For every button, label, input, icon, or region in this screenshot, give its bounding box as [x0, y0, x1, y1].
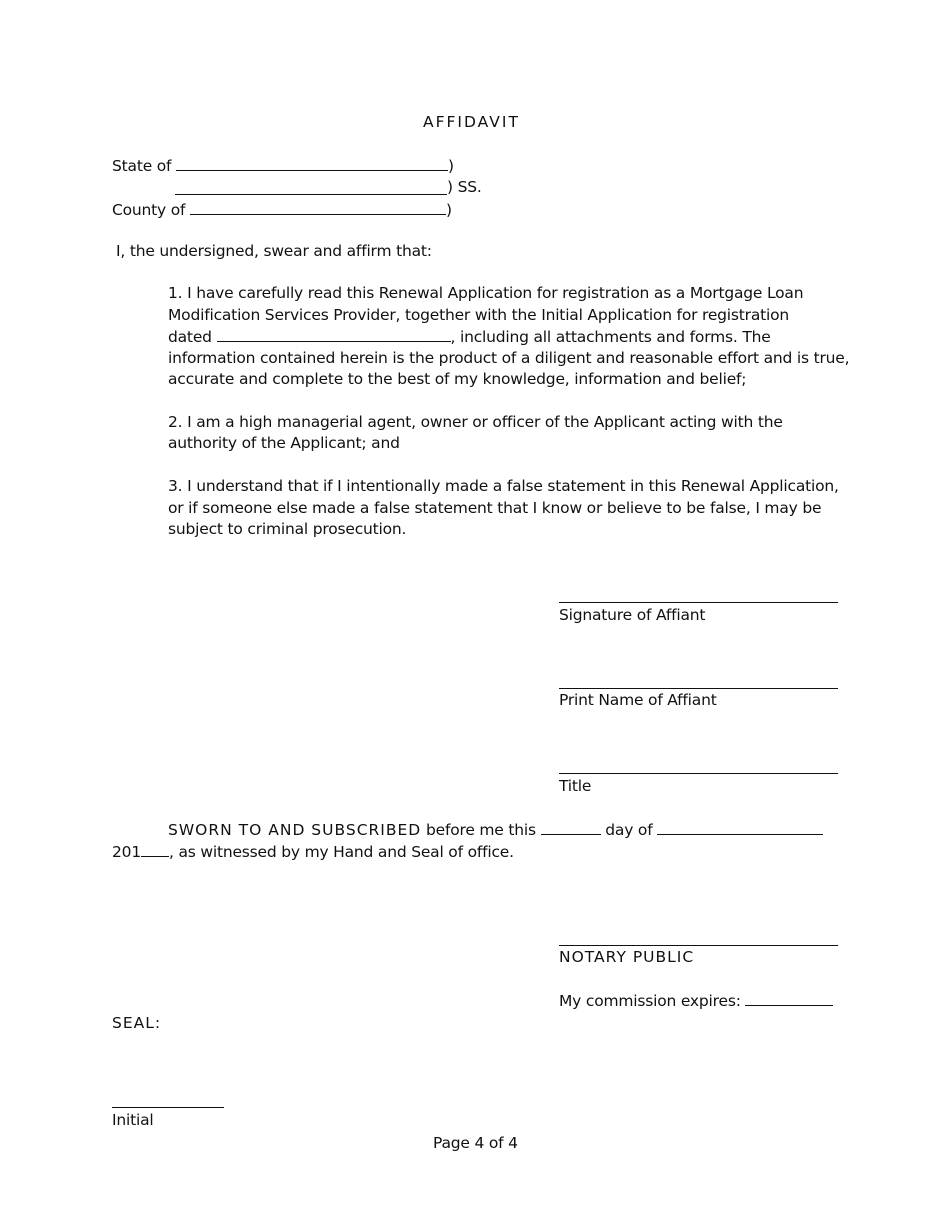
notary-label: NOTARY PUBLIC [559, 948, 695, 966]
jurat-witness: , as witnessed by my Hand and Seal of office. [169, 843, 514, 861]
state-label: State of [112, 157, 172, 175]
initial-label: Initial [112, 1111, 154, 1129]
commission-field[interactable] [745, 990, 833, 1006]
jurat-line1 [168, 819, 823, 840]
seal-label: SEAL: [112, 1014, 162, 1032]
jurat-day-of: day of [605, 821, 653, 839]
item1-line4: information contained herein is the product of a diligent and reasonable effort and is true, [168, 349, 850, 367]
dated-label: dated [168, 328, 212, 346]
item1-line2: Modification Services Provider, together with the Initial Application for registration [168, 306, 790, 324]
print-name-label: Print Name of Affiant [559, 691, 717, 709]
item3-line2: or if someone else made a false statement that I know or believe to be false, I may be [168, 499, 822, 517]
initial-line[interactable] [112, 1107, 224, 1108]
ss-label: ) SS. [447, 178, 482, 196]
jurat-line2 [112, 841, 514, 862]
signature-line[interactable] [559, 602, 838, 603]
month-field[interactable] [657, 819, 823, 835]
county-paren: ) [446, 201, 452, 219]
ss-underline [175, 194, 447, 195]
print-name-line[interactable] [559, 688, 838, 689]
item1-line3 [168, 326, 771, 347]
year-prefix: 201 [112, 843, 141, 861]
jurat-caps: SWORN TO AND SUBSCRIBED [168, 821, 422, 839]
state-line [112, 155, 454, 176]
document-title: AFFIDAVIT [423, 113, 520, 131]
title-line[interactable] [559, 773, 838, 774]
item1-line3-rest: , including all attachments and forms. The [450, 328, 771, 346]
county-line [112, 199, 452, 220]
year-field[interactable] [141, 841, 169, 857]
page-footer: Page 4 of 4 [433, 1134, 518, 1152]
item1-line1: 1. I have carefully read this Renewal Application for registration as a Mortgage Loan [168, 284, 804, 302]
item1-line5: accurate and complete to the best of my knowledge, information and belief; [168, 370, 747, 388]
county-label: County of [112, 201, 186, 219]
item3-line1: 3. I understand that if I intentionally made a false statement in this Renewal Application, [168, 477, 839, 495]
item2-line2: authority of the Applicant; and [168, 434, 400, 452]
item3-line3: subject to criminal prosecution. [168, 520, 407, 538]
intro-text: I, the undersigned, swear and affirm that: [116, 242, 432, 260]
commission-label: My commission expires: [559, 992, 741, 1010]
dated-field[interactable] [217, 326, 451, 342]
commission-line [559, 990, 833, 1011]
title-label: Title [559, 777, 592, 795]
notary-line[interactable] [559, 945, 838, 946]
signature-label: Signature of Affiant [559, 606, 706, 624]
item2-line1: 2. I am a high managerial agent, owner or officer of the Applicant acting with the [168, 413, 783, 431]
county-field[interactable] [190, 199, 446, 215]
state-field[interactable] [176, 155, 448, 171]
day-field[interactable] [541, 819, 601, 835]
state-paren: ) [448, 157, 454, 175]
jurat-before: before me this [425, 821, 536, 839]
